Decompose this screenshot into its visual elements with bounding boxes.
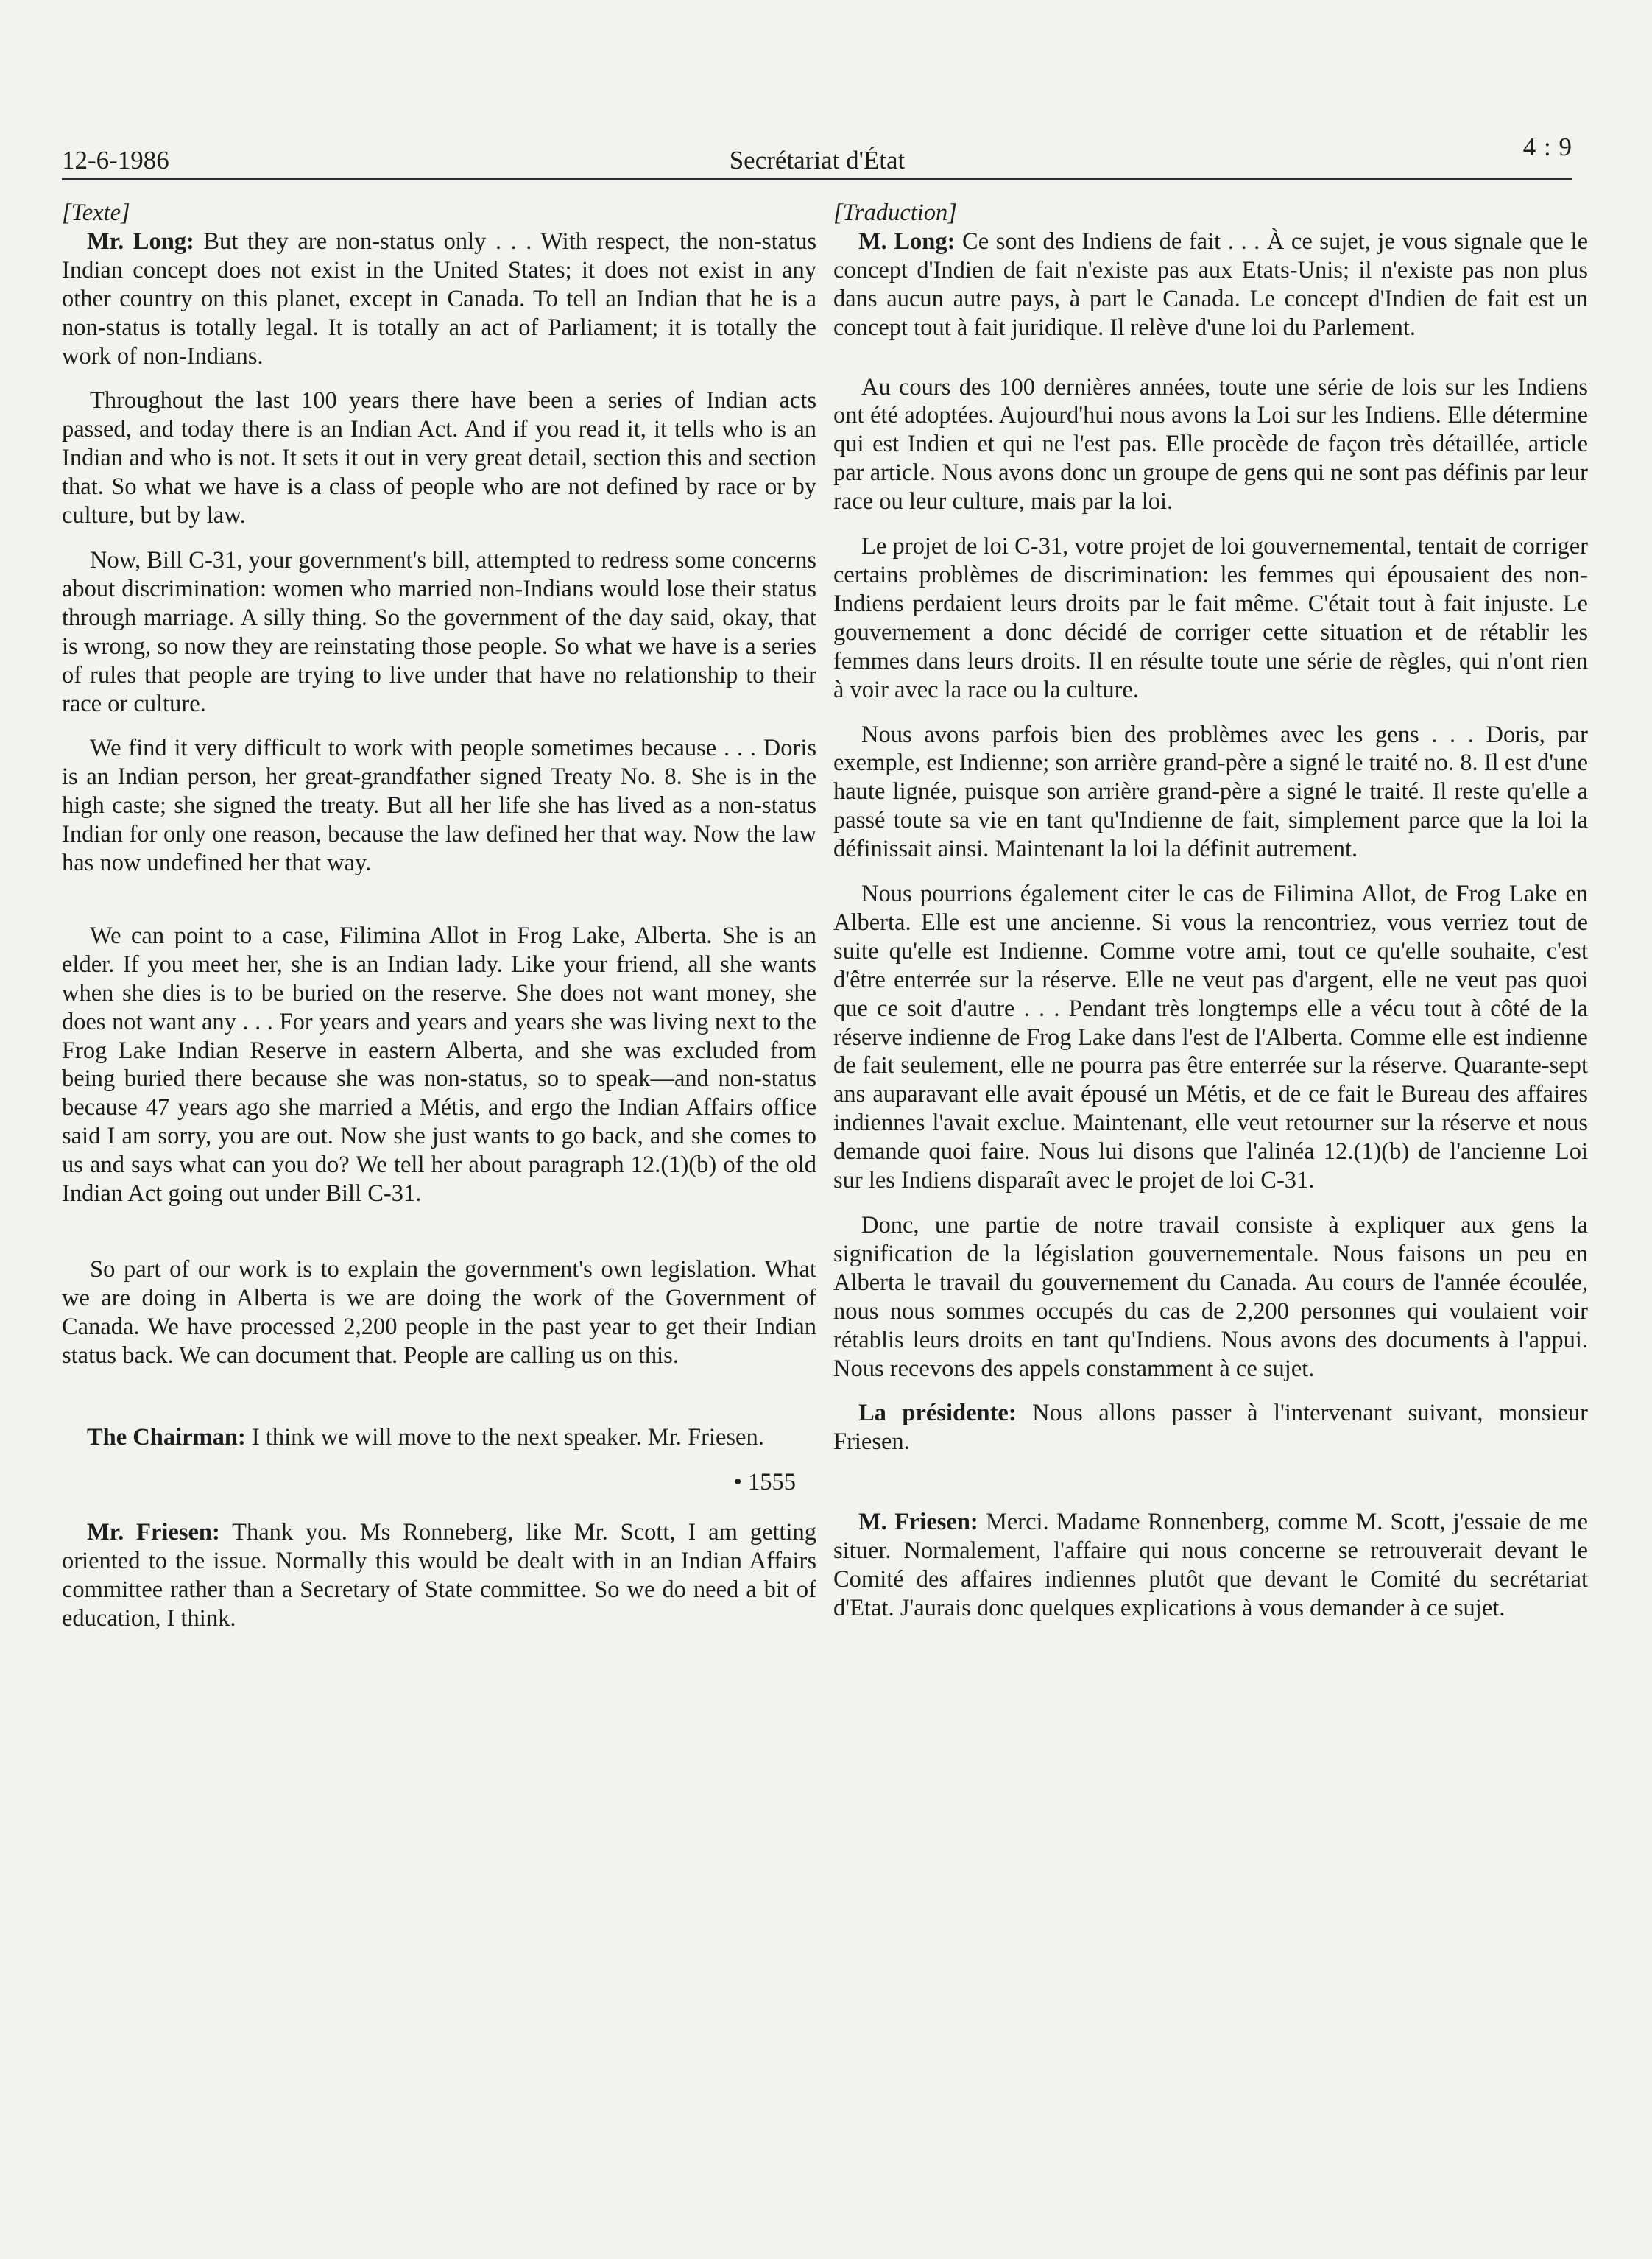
paragraph: Throughout the last 100 years there have been a series of Indian acts passed, and today there is an Indian Act. And if you read it, it tells who is an Indian and who is not. It sets it out in very great detail, section this and section that. So what we have is a class of people who are not defined by race or by culture, but by law. xyxy=(62,387,816,529)
paragraph: We can point to a case, Filimina Allot in Frog Lake, Alberta. She is an elder. If you meet her, she is an Indian lady. Like your friend, all she wants when she dies is to be buried on the reserve. She does not want money, she does not want any . . . For years and years and years she was living next to the Frog Lake Indian Reserve in eastern Alberta, and she was excluded from being buried there because she was non-status, so to speak—and non-status because 47 years ago she married a Métis, and ergo the Indian Affairs office said I am sorry, you are out. Now she just wants to go back, and she comes to us and says what can you do? We tell her about paragraph 12.(1)(b) of the old Indian Act going out under Bill C-31. xyxy=(62,922,816,1208)
speaker-name: La présidente: xyxy=(858,1400,1017,1427)
paragraph: So part of our work is to explain the government's own legislation. What we are doing in Alberta is we are doing the work of the Government of Canada. We have processed 2,200 people in the past year to get their Indian status back. We can document that. People are calling us on this. xyxy=(62,1256,816,1369)
paragraph-text: Ce sont des Indiens de fait . . . À ce sujet, je vous signale que le concept d'Indien de fait n'existe pas aux Etats-Unis; il n'existe pas non plus dans aucun autre pays, à part le Canada. Le concept d'Indien de fait est un concept tout à fait juridique. Il relève d'une loi du Parlement. xyxy=(833,228,1588,341)
paragraph-text: But they are non-status only . . . With respect, the non-status Indian concept does not exist in the United States; it does not exist in any other country on this planet, except in Canada. To tell an Indian that he is a non-status is totally legal. It is totally an act of Parliament; it is totally the work of non-Indians. xyxy=(62,228,816,370)
paragraph: Au cours des 100 dernières années, toute une série de lois sur les Indiens ont été adoptées. Aujourd'hui nous avons la Loi sur les Indiens. Elle détermine qui est Indien et qui ne l'est pas. Elle procède de façon très détaillée, article par article. Nous avons donc un groupe de gens qui ne sont pas définis par leur race ou leur culture, mais par la loi. xyxy=(833,373,1588,515)
language-tag-french: [Traduction] xyxy=(833,200,957,226)
speaker-name: Mr. Long: xyxy=(87,228,194,255)
paragraph-text: Nous allons passer à l'intervenant suivant, monsieur Friesen. xyxy=(833,1400,1588,1456)
paragraph xyxy=(62,228,816,371)
paragraph xyxy=(833,228,1588,342)
speaker-name: M. Long: xyxy=(858,228,956,255)
header-page-number: 4 : 9 xyxy=(1522,133,1572,161)
language-tag-english: [Texte] xyxy=(62,200,130,226)
paragraph: Donc, une partie de notre travail consiste à expliquer aux gens la signification de la législation gouvernementale. Nous faisons un peu en Alberta le travail du gouvernement du Canada. Au cours de l'année écoulée, nous nous sommes occupés du cas de 2,200 personnes qui voulaient voir rétablis leurs droits en tant qu'Indiens. Nous avons des documents à l'appui. Nous recevons des appels constamment à ce sujet. xyxy=(833,1212,1588,1382)
paragraph: We find it very difficult to work with people sometimes because . . . Doris is an Indian person, her great-grandfather signed Treaty No. 8. She is in the high caste; she signed the treaty. But all her life she has lived as a non-status Indian for only one reason, because the law defined her that way. Now the law has now undefined her that way. xyxy=(62,735,816,877)
paragraph: Nous pourrions également citer le cas de Filimina Allot, de Frog Lake en Alberta. Elle est une ancienne. Si vous la rencontriez, vous verriez tout de suite qu'elle est Indienne. Comme votre ami, tout ce qu'elle souhaite, c'est d'être enterrée sur la réserve. Elle ne veut pas d'argent, elle ne veut pas quoi que ce soit d'autre . . . Pendant très longtemps elle a vécu tout à côté de la réserve indienne de Frog Lake dans l'est de l'Alberta. Comme elle est indienne de fait seulement, elle ne pourra pas être enterrée sur la réserve. Quarante-sept ans auparavant elle avait épousé un Métis, et de ce fait le Bureau des affaires indiennes l'avait exclue. Maintenant, elle veut retourner sur la réserve et nous demande quoi faire. Nous lui disons que l'alinéa 12.(1)(b) de l'ancienne Loi sur les Indiens disparaît avec le projet de loi C-31. xyxy=(833,881,1588,1194)
paragraph-text: Thank you. Ms Ronneberg, like Mr. Scott, I am getting oriented to the issue. Normally this would be dealt with in an Indian Affairs committee rather than a Secretary of State committee. So we do need a bit of education, I think. xyxy=(62,1519,816,1632)
paragraph-text: I think we will move to the next speaker. Mr. Friesen. xyxy=(251,1423,764,1451)
paragraph xyxy=(62,1423,816,1452)
french-column xyxy=(833,199,1588,1639)
paragraph-text: Merci. Madame Ronnenberg, comme M. Scott, j'essaie de me situer. Normalement, l'affaire qui nous concerne se retrouverait devant le Comité des affaires indiennes plutôt que devant le Comité du secrétariat d'Etat. J'aurais donc quelques explications à vous demander à ce sujet. xyxy=(833,1509,1588,1621)
page-header xyxy=(62,127,1572,180)
speaker-name: Mr. Friesen: xyxy=(87,1519,220,1546)
paragraph xyxy=(833,1399,1588,1456)
paragraph xyxy=(833,1508,1588,1623)
paragraph xyxy=(62,1518,816,1633)
header-title: Secrétariat d'État xyxy=(729,146,906,175)
time-marker: • 1555 xyxy=(733,1468,796,1495)
speaker-name: M. Friesen: xyxy=(858,1509,978,1536)
speaker-name: The Chairman: xyxy=(87,1423,246,1451)
english-column xyxy=(62,199,816,1649)
header-date: 12-6-1986 xyxy=(62,146,169,175)
paragraph: Nous avons parfois bien des problèmes avec les gens . . . Doris, par exemple, est Indienne; son arrière grand-père a signé le traité no. 8. Il est d'une haute lignée, puisque son arrière grand-père a signé le traité. Il reste qu'elle a passé toute sa vie en tant qu'Indienne de fait, simplement parce que la loi la définissait ainsi. Maintenant la loi la définit autrement. xyxy=(833,721,1588,863)
paragraph: Now, Bill C-31, your government's bill, attempted to redress some concerns about discrimination: women who married non-Indians would lose their status through marriage. A silly thing. So the government of the day said, okay, that is wrong, so now they are reinstating those people. So what we have is a series of rules that people are trying to live under that have no relationship to their race or culture. xyxy=(62,546,816,717)
paragraph: Le projet de loi C-31, votre projet de loi gouvernemental, tentait de corriger certains problèmes de discrimination: les femmes qui épousaient des non-Indiens perdaient leurs droits par le fait même. C'était tout à fait injuste. Le gouvernement a donc décidé de corriger cette situation et de rétablir les femmes dans leurs droits. Il en résulte toute une série de règles, qui n'ont rien à voir avec la race ou la culture. xyxy=(833,533,1588,703)
